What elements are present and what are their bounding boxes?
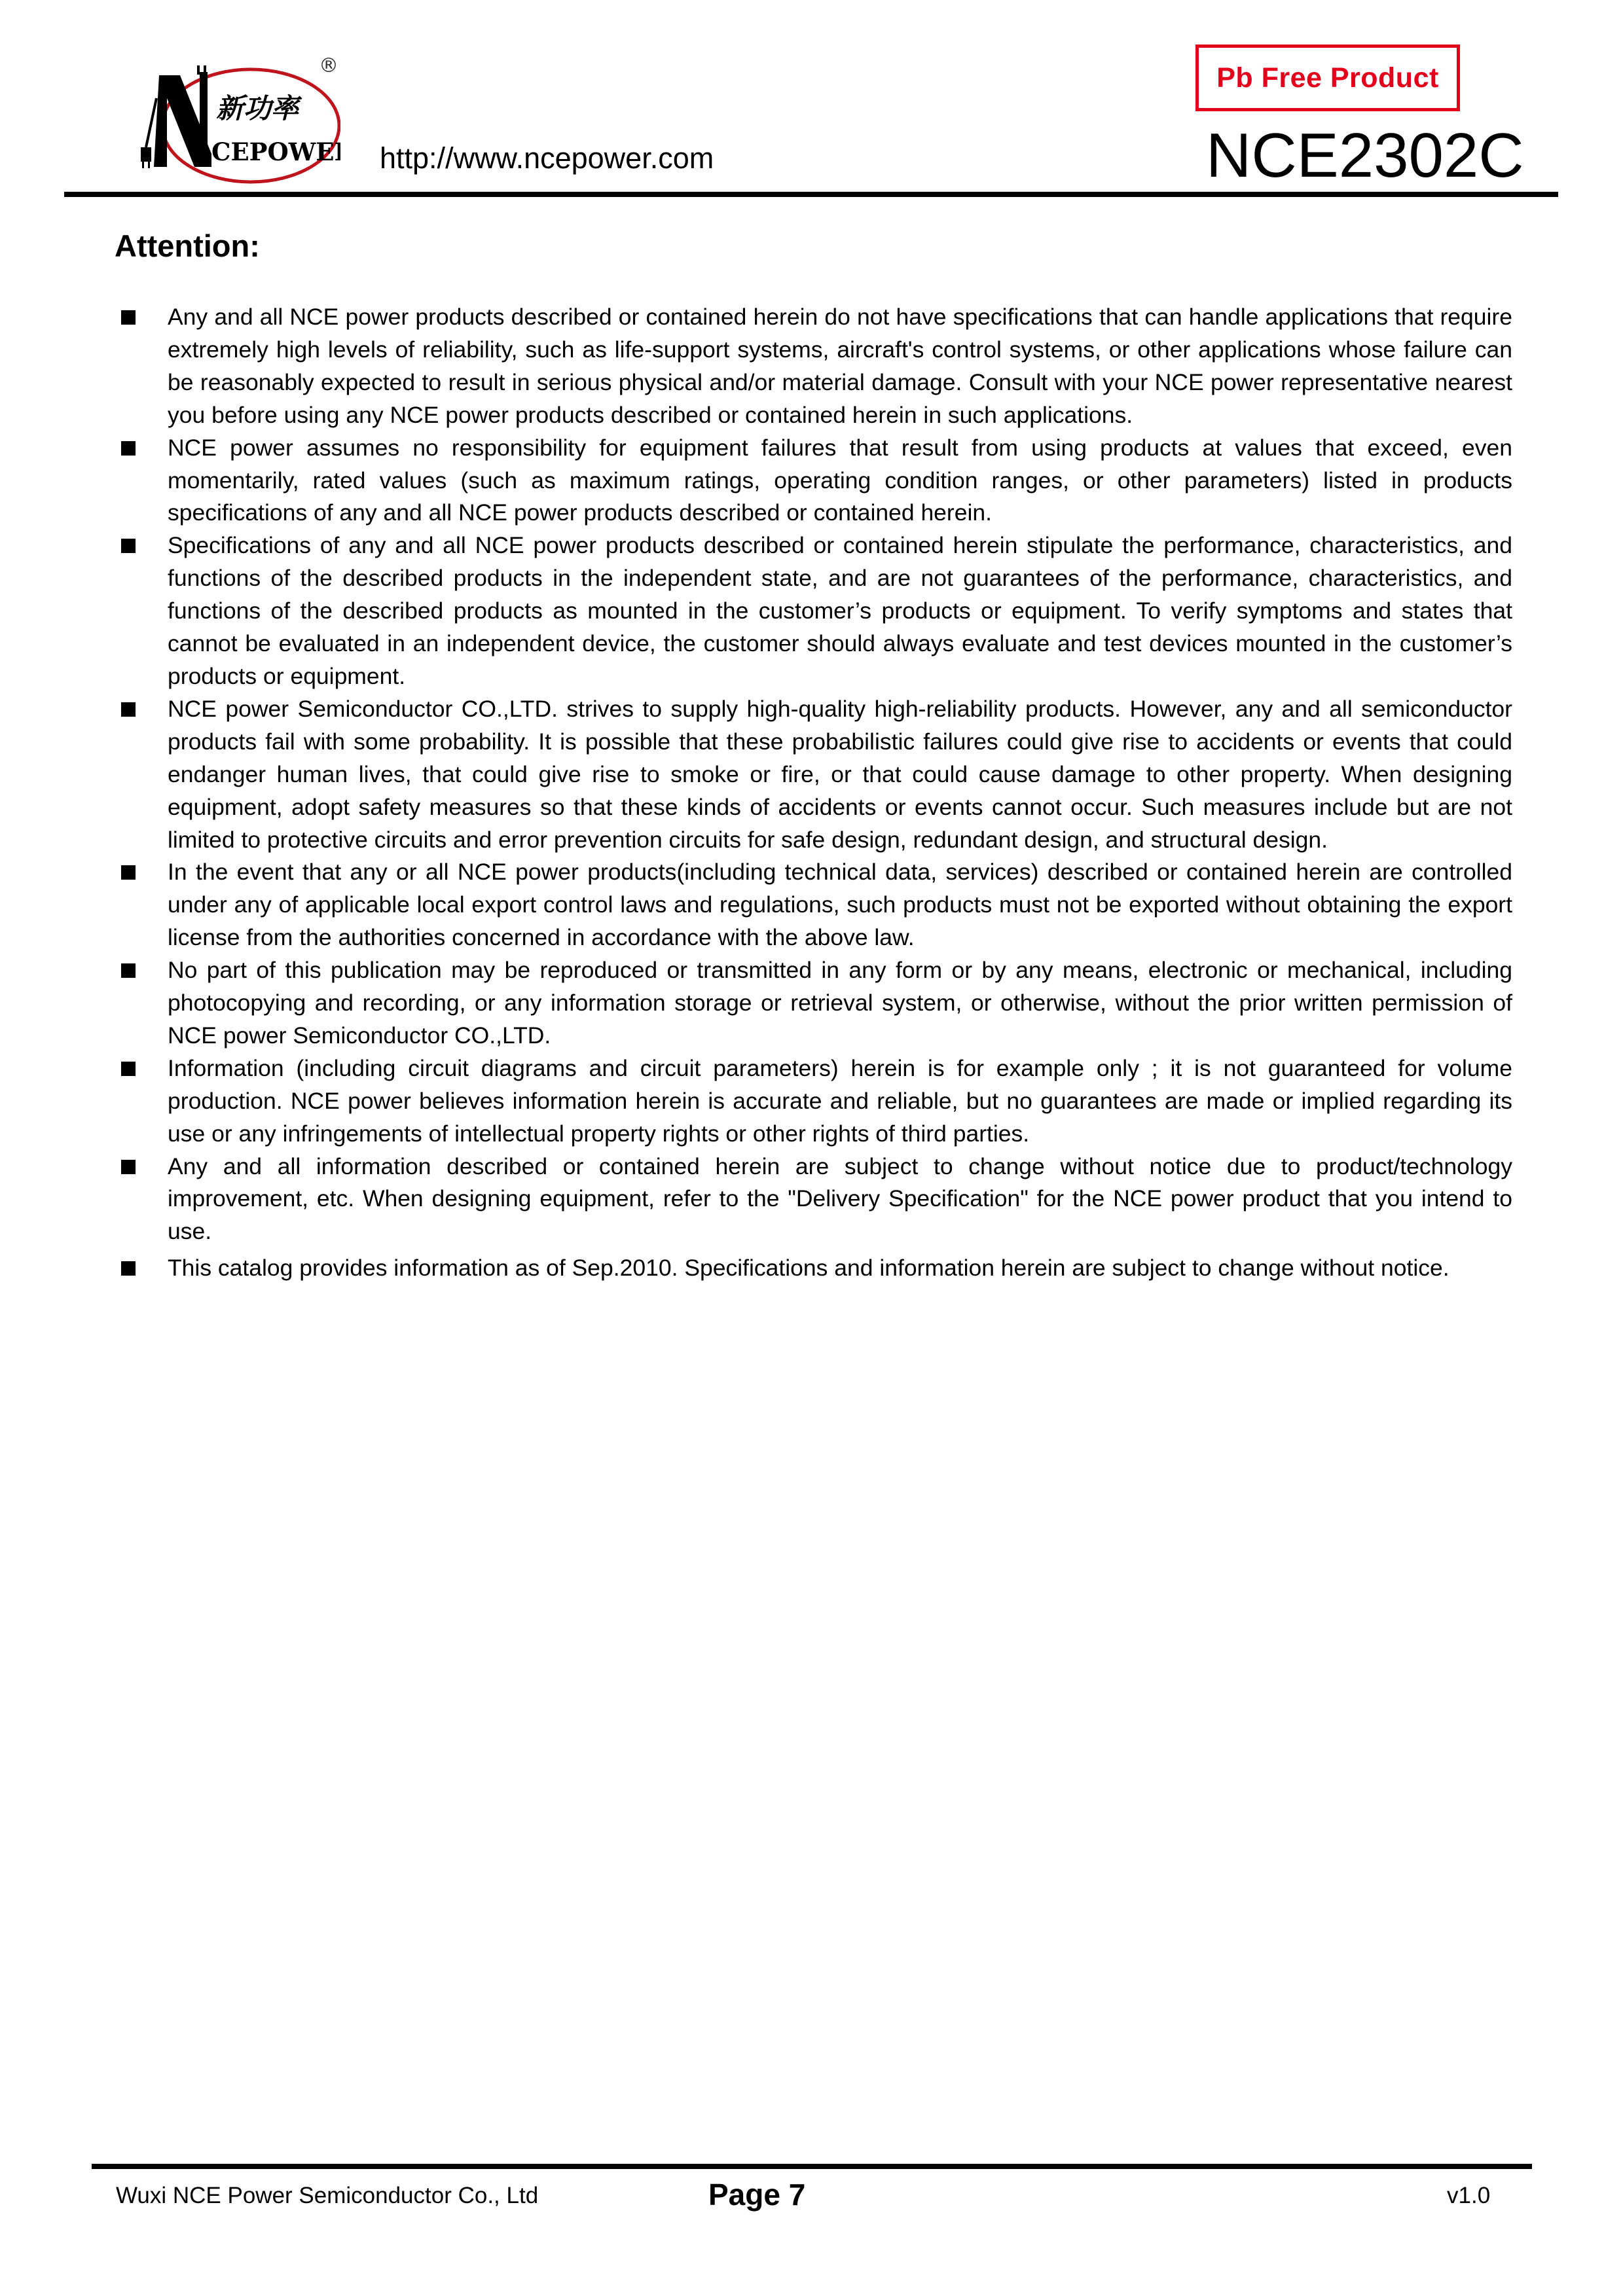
item-text: NCE power Semiconductor CO.,LTD. strives to supply high-quality high-reliability products. However, any and all semiconductor products fail with some probability. It is possible that these probabilistic failures could give rise to accidents or events that could endanger human lives, that could give rise to smoke or fire, or that could cause damage to other property. When designing equipment, adopt safety measures so that these kinds of accidents or events cannot occur. Such measures include but are not limited to protective circuits and error prevention circuits for safe design, redundant design, and structural design.	[168, 695, 1512, 853]
square-bullet-icon	[121, 539, 136, 553]
list-item	[118, 432, 1512, 530]
item-text: NCE power assumes no responsibility for equipment failures that result from using products at values that exceed, even momentarily, rated values (such as maximum ratings, operating condition ranges, or other parameters) listed in products specifications of any and all NCE power products described or contained herein.	[168, 434, 1512, 526]
website-url[interactable]: http://www.ncepower.com	[380, 141, 714, 175]
square-bullet-icon	[121, 1062, 136, 1076]
attention-heading: Attention:	[115, 228, 260, 263]
page-number: Page 7	[708, 2178, 806, 2212]
square-bullet-icon	[121, 865, 136, 880]
company-logo	[134, 52, 340, 190]
item-text: This catalog provides information as of Sep.2010. Specifications and information herein are subject to change without notice.	[168, 1255, 1450, 1282]
list-item	[118, 693, 1512, 857]
ncepower-logo-icon	[134, 52, 340, 190]
list-item	[118, 1252, 1512, 1285]
item-text: Any and all NCE power products described or contained herein do not have specifications that can handle applications that require extremely high levels of reliability, such as life-support systems, aircraft's control systems, or other applications whose failure can be reasonably expected to result in serious physical and/or material damage. Consult with your NCE power representative nearest you before using any NCE power products described or contained herein in such applications.	[168, 304, 1512, 428]
square-bullet-icon	[121, 963, 136, 978]
item-text: Specifications of any and all NCE power products described or contained herein stipulate the performance, characteristics, and functions of the described products in the independent state, and are not guarantees of the performance, characteristics, and functions of the described products as mounted in the customer’s products or equipment. To verify symptoms and states that cannot be evaluated in an independent device, the customer should always evaluate and test devices mounted in the customer’s products or equipment.	[168, 532, 1512, 689]
list-item	[118, 301, 1512, 432]
list-item	[118, 954, 1512, 1052]
footer-company: Wuxi NCE Power Semiconductor Co., Ltd	[116, 2183, 539, 2208]
square-bullet-icon	[121, 1160, 136, 1174]
square-bullet-icon	[121, 702, 136, 717]
list-item	[118, 1052, 1512, 1151]
pb-free-label: Pb Free Product	[1216, 62, 1439, 94]
part-number-title: NCE2302C	[1206, 120, 1524, 190]
svg-text:®: ®	[319, 54, 338, 77]
footer-divider	[92, 2164, 1532, 2169]
document-version: v1.0	[1447, 2183, 1491, 2208]
square-bullet-icon	[121, 1261, 136, 1276]
list-item	[118, 1151, 1512, 1249]
svg-text:新功率: 新功率	[216, 92, 299, 124]
header-divider	[64, 192, 1558, 197]
pb-free-badge	[1195, 45, 1460, 111]
attention-list	[118, 301, 1512, 1285]
list-item	[118, 529, 1512, 693]
item-text: No part of this publication may be reproduced or transmitted in any form or by any means, electronic or mechanical, including photocopying and recording, or any information storage or retrieval system, or otherwise, without the prior written permission of NCE power Semiconductor CO.,LTD.	[168, 957, 1512, 1049]
svg-text:CEPOWER: CEPOWER	[211, 137, 340, 166]
item-text: Any and all information described or contained herein are subject to change without notice due to product/technology improvement, etc. When designing equipment, refer to the "Delivery Specification" for the NCE power product that you intend to use.	[168, 1153, 1512, 1245]
square-bullet-icon	[121, 441, 136, 456]
item-text: Information (including circuit diagrams and circuit parameters) herein is for example only ; it is not guaranteed for volume production. NCE power believes information herein is accurate and reliable, but no guarantees are made or implied regarding its use or any infringements of intellectual property rights or other rights of third parties.	[168, 1054, 1512, 1147]
square-bullet-icon	[121, 310, 136, 325]
item-text: In the event that any or all NCE power products(including technical data, services) described or contained herein are controlled under any of applicable local export control laws and regulations, such products must not be exported without obtaining the export license from the authorities concerned in accordance with the above law.	[168, 859, 1512, 951]
list-item	[118, 856, 1512, 954]
